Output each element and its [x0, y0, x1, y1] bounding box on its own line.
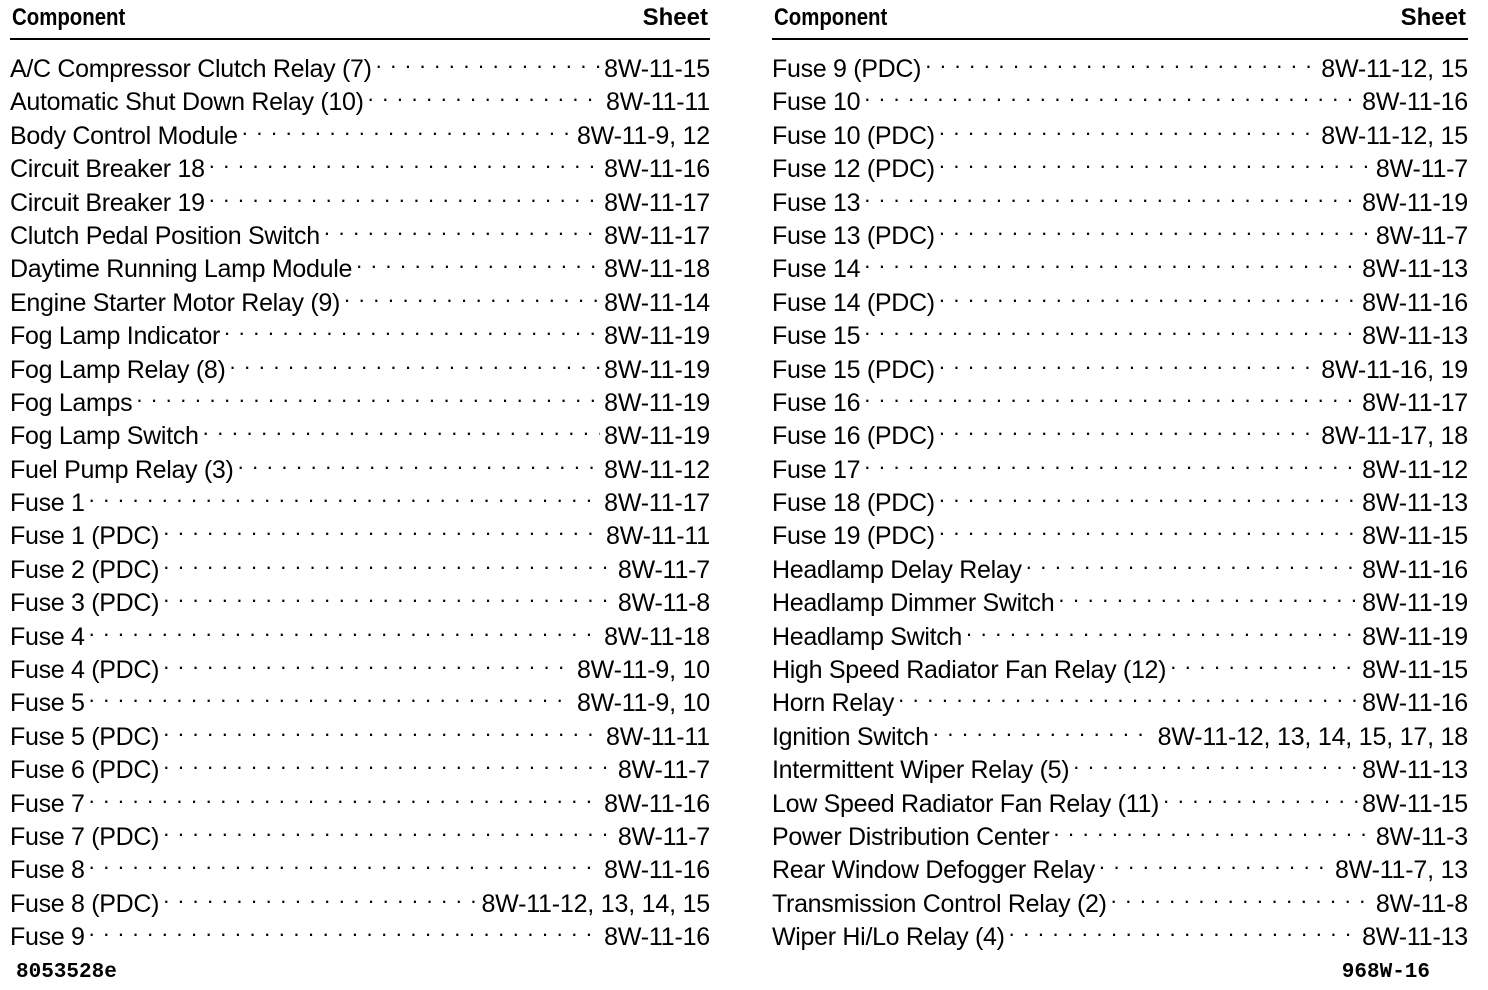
dot-leader: [939, 478, 1358, 511]
component-header: Component: [12, 4, 126, 31]
dot-leader: [939, 278, 1358, 311]
component-name: Fuse 7: [10, 789, 85, 818]
dot-leader: [1073, 745, 1358, 778]
left-index-list: [10, 44, 710, 952]
sheet-reference: 8W-11-14: [604, 288, 710, 317]
component-name: Fuse 15: [772, 322, 861, 351]
sheet-reference: 8W-11-17: [604, 188, 710, 217]
dot-leader: [89, 478, 601, 511]
component-name: Headlamp Dimmer Switch: [772, 589, 1055, 618]
component-name: Low Speed Radiator Fan Relay (11): [772, 789, 1160, 818]
component-name: Rear Window Defogger Relay: [772, 856, 1095, 885]
component-name: Fuse 9: [10, 923, 85, 952]
sheet-reference: 8W-11-7: [1375, 221, 1468, 250]
sheet-reference: 8W-11-13: [1362, 255, 1468, 284]
dot-leader: [939, 411, 1317, 444]
dot-leader: [1111, 879, 1372, 912]
sheet-reference: 8W-11-12, 15: [1321, 121, 1468, 150]
dot-leader: [163, 545, 614, 578]
dot-leader: [939, 511, 1358, 544]
dot-leader: [203, 411, 601, 444]
component-name: Automatic Shut Down Relay (10): [10, 88, 364, 117]
dot-leader: [1170, 645, 1358, 678]
component-name: Fuse 13 (PDC): [772, 221, 935, 250]
component-name: Fuse 19 (PDC): [772, 522, 935, 551]
component-name: Body Control Module: [10, 121, 238, 150]
dot-leader: [368, 77, 602, 110]
dot-leader: [89, 779, 601, 812]
component-name: Intermittent Wiper Relay (5): [772, 756, 1070, 785]
dot-leader: [1026, 545, 1358, 578]
sheet-reference: 8W-11-18: [604, 622, 710, 651]
sheet-reference: 8W-11-19: [604, 355, 710, 384]
dot-leader: [925, 44, 1317, 77]
sheet-reference: 8W-11-16: [1362, 555, 1468, 584]
sheet-reference: 8W-11-9, 10: [576, 689, 710, 718]
sheet-reference: 8W-11-16, 19: [1321, 355, 1468, 384]
sheet-reference: 8W-11-12, 13, 14, 15: [481, 889, 710, 918]
sheet-reference: 8W-11-15: [1362, 522, 1468, 551]
dot-leader: [1163, 779, 1358, 812]
dot-leader: [376, 44, 601, 77]
dot-leader: [209, 178, 600, 211]
component-name: Fuse 5 (PDC): [10, 722, 160, 751]
dot-leader: [898, 678, 1358, 711]
component-header: Component: [774, 4, 888, 31]
sheet-reference: 8W-11-13: [1362, 322, 1468, 351]
list-item: [772, 211, 1468, 250]
figure-code-right: 968W-16: [1341, 961, 1430, 984]
dot-leader: [1053, 812, 1372, 845]
dot-leader: [1058, 578, 1358, 611]
dot-leader: [209, 144, 600, 177]
sheet-reference: 8W-11-16: [604, 789, 710, 818]
dot-leader: [163, 879, 477, 912]
sheet-reference: 8W-11-12, 13, 14, 15, 17, 18: [1157, 722, 1468, 751]
sheet-reference: 8W-11-17: [1362, 388, 1468, 417]
dot-leader: [163, 511, 602, 544]
sheet-reference: 8W-11-7: [1375, 155, 1468, 184]
dot-leader: [163, 645, 573, 678]
sheet-reference: 8W-11-12, 15: [1321, 55, 1468, 83]
dot-leader: [89, 678, 573, 711]
dot-leader: [89, 612, 601, 645]
component-name: Fuse 14: [772, 255, 861, 284]
sheet-reference: 8W-11-7: [617, 756, 710, 785]
component-name: Clutch Pedal Position Switch: [10, 221, 320, 250]
component-name: Fog Lamps: [10, 388, 133, 417]
component-name: Circuit Breaker 18: [10, 155, 205, 184]
component-name: Fuse 4: [10, 622, 85, 651]
component-name: Circuit Breaker 19: [10, 188, 205, 217]
component-name: Fuse 1 (PDC): [10, 522, 160, 551]
dot-leader: [89, 845, 601, 878]
dot-leader: [939, 345, 1317, 378]
left-column-header: [10, 0, 710, 40]
sheet-reference: 8W-11-11: [605, 522, 710, 551]
list-item: [772, 178, 1468, 217]
sheet-reference: 8W-11-16: [604, 856, 710, 885]
component-name: Headlamp Delay Relay: [772, 555, 1022, 584]
sheet-reference: 8W-11-16: [604, 155, 710, 184]
sheet-reference: 8W-11-19: [604, 422, 710, 451]
component-name: Fuse 10: [772, 88, 861, 117]
dot-leader: [939, 111, 1317, 144]
sheet-reference: 8W-11-19: [604, 322, 710, 351]
dot-leader: [163, 712, 602, 745]
sheet-reference: 8W-11-11: [605, 88, 710, 117]
component-name: Fuse 8 (PDC): [10, 889, 160, 918]
component-name: Transmission Control Relay (2): [772, 889, 1107, 918]
component-name: Fuse 14 (PDC): [772, 288, 935, 317]
dot-leader: [163, 578, 614, 611]
component-name: Fuse 6 (PDC): [10, 756, 160, 785]
list-item: [10, 779, 710, 818]
dot-leader: [356, 244, 600, 277]
component-name: Wiper Hi/Lo Relay (4): [772, 923, 1005, 952]
dot-leader: [230, 345, 601, 378]
sheet-reference: 8W-11-15: [604, 55, 710, 83]
component-name: Headlamp Switch: [772, 622, 963, 651]
sheet-reference: 8W-11-17, 18: [1321, 422, 1468, 451]
sheet-reference: 8W-11-19: [1362, 622, 1468, 651]
dot-leader: [864, 311, 1358, 344]
sheet-reference: 8W-11-7: [617, 555, 710, 584]
component-name: Fuse 10 (PDC): [772, 121, 935, 150]
right-column-header: [772, 0, 1468, 40]
sheet-reference: 8W-11-17: [604, 489, 710, 518]
component-name: A/C Compressor Clutch Relay (7): [10, 55, 372, 83]
sheet-reference: 8W-11-9, 12: [576, 121, 710, 150]
dot-leader: [864, 445, 1358, 478]
dot-leader: [966, 612, 1358, 645]
component-name: Fuse 7 (PDC): [10, 822, 160, 851]
sheet-reference: 8W-11-13: [1362, 756, 1468, 785]
dot-leader: [864, 77, 1358, 110]
sheet-reference: 8W-11-7: [617, 822, 710, 851]
component-name: Fuse 18 (PDC): [772, 489, 935, 518]
sheet-reference: 8W-11-12: [604, 455, 710, 484]
sheet-reference: 8W-11-16: [1362, 689, 1468, 718]
component-name: Fuse 5: [10, 689, 85, 718]
dot-leader: [864, 244, 1358, 277]
dot-leader: [1099, 845, 1331, 878]
list-item: [10, 44, 710, 83]
sheet-reference: 8W-11-19: [604, 388, 710, 417]
dot-leader: [163, 812, 614, 845]
component-name: Fuse 2 (PDC): [10, 555, 160, 584]
sheet-reference: 8W-11-8: [1375, 889, 1468, 918]
list-item: [772, 244, 1468, 284]
list-item: [10, 612, 710, 651]
sheet-reference: 8W-11-7, 13: [1334, 856, 1468, 885]
component-name: Fog Lamp Switch: [10, 422, 199, 451]
list-item: [10, 845, 710, 885]
sheet-reference: 8W-11-15: [1362, 789, 1468, 818]
sheet-reference: 8W-11-16: [1362, 88, 1468, 117]
sheet-reference: 8W-11-15: [1362, 656, 1468, 685]
sheet-reference: 8W-11-18: [604, 255, 710, 284]
sheet-reference: 8W-11-17: [604, 221, 710, 250]
component-name: Ignition Switch: [772, 722, 929, 751]
sheet-reference: 8W-11-11: [605, 722, 710, 751]
component-name: Fuse 16: [772, 388, 861, 417]
dot-leader: [89, 912, 601, 945]
dot-leader: [939, 211, 1372, 244]
component-name: Fuse 4 (PDC): [10, 656, 160, 685]
dot-leader: [136, 378, 600, 411]
list-item: [10, 812, 710, 851]
component-name: Fuse 17: [772, 455, 861, 484]
component-name: Fuse 16 (PDC): [772, 422, 935, 451]
component-name: Fuse 13: [772, 188, 861, 217]
component-name: Fog Lamp Indicator: [10, 322, 220, 351]
sheet-header: Sheet: [1400, 4, 1466, 31]
component-name: Fuel Pump Relay (3): [10, 455, 234, 484]
list-item: [772, 44, 1468, 83]
component-name: Fuse 8: [10, 856, 85, 885]
component-name: Daytime Running Lamp Module: [10, 255, 353, 284]
dot-leader: [324, 211, 600, 244]
sheet-reference: 8W-11-13: [1362, 489, 1468, 518]
sheet-reference: 8W-11-9, 10: [576, 656, 710, 685]
component-name: Fuse 3 (PDC): [10, 589, 160, 618]
component-name: Horn Relay: [772, 689, 895, 718]
dot-leader: [242, 111, 573, 144]
component-name: Power Distribution Center: [772, 822, 1050, 851]
right-index-list: [772, 44, 1468, 952]
dot-leader: [163, 745, 614, 778]
left-column: [10, 0, 710, 952]
dot-leader: [864, 178, 1358, 211]
figure-code-left: 8053528e: [16, 961, 117, 984]
component-name: Fuse 15 (PDC): [772, 355, 935, 384]
component-name: Fuse 9 (PDC): [772, 55, 922, 83]
right-column: [772, 0, 1468, 952]
dot-leader: [224, 311, 600, 344]
dot-leader: [939, 144, 1372, 177]
sheet-reference: 8W-11-16: [604, 923, 710, 952]
sheet-reference: 8W-11-13: [1362, 923, 1468, 952]
sheet-header: Sheet: [642, 4, 708, 31]
component-name: Fog Lamp Relay (8): [10, 355, 226, 384]
dot-leader: [864, 378, 1358, 411]
dot-leader: [344, 278, 600, 311]
dot-leader: [1009, 912, 1358, 945]
sheet-reference: 8W-11-16: [1362, 288, 1468, 317]
component-name: Engine Starter Motor Relay (9): [10, 288, 341, 317]
dot-leader: [238, 445, 601, 478]
component-name: Fuse 12 (PDC): [772, 155, 935, 184]
sheet-reference: 8W-11-8: [617, 589, 710, 618]
sheet-reference: 8W-11-12: [1362, 455, 1468, 484]
dot-leader: [933, 712, 1154, 745]
component-name: High Speed Radiator Fan Relay (12): [772, 656, 1167, 685]
sheet-reference: 8W-11-3: [1375, 822, 1468, 851]
sheet-reference: 8W-11-19: [1362, 188, 1468, 217]
component-name: Fuse 1: [10, 489, 85, 518]
sheet-reference: 8W-11-19: [1362, 589, 1468, 618]
